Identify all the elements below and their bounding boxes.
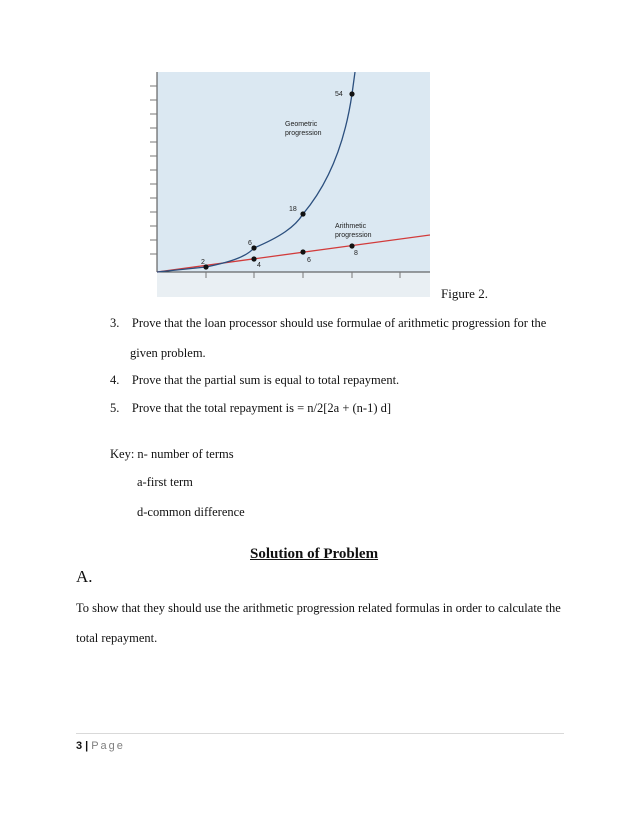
list-item-5 [110,401,391,416]
page-label: Page [91,740,125,752]
label-8: 8 [354,250,358,257]
list-item-number: 5. [110,401,120,415]
point-4 [251,256,256,261]
list-item-text: Prove that the total repayment is = n/2[2a + (n-1) d] [131,401,392,415]
list-item-number: 3. [110,316,120,330]
figure-bottom-band [157,272,430,297]
label-geometric-2: progression [285,130,322,137]
page-footer [76,740,125,752]
point-8 [349,243,354,248]
y-axis-ticks [150,86,157,254]
label-arithmetic-1: Arithmetic [335,223,367,230]
label-4: 4 [257,262,261,269]
key-common-difference: d-common difference [137,505,245,519]
section-a-label: A. [76,567,93,586]
footer-divider [76,733,564,734]
footer-separator: | [85,740,89,752]
label-geo-6: 6 [248,240,252,247]
list-item-3 [110,316,546,331]
label-18: 18 [289,206,297,213]
label-2: 2 [201,259,205,266]
list-item-text: Prove that the loan processor should use formulae of arithmetic progression for the [131,316,547,330]
list-item-text: Prove that the partial sum is equal to total repayment. [131,373,400,387]
list-item-number: 4. [110,373,120,387]
point-18 [300,211,305,216]
page-number: 3 [76,740,83,752]
solution-heading: Solution of Problem [250,546,379,562]
key-title: Key: n- number of terms [110,447,234,461]
point-geo-6 [251,245,256,250]
list-item-3-continuation: given problem. [130,346,206,360]
point-54 [349,91,354,96]
label-arithmetic-2: progression [335,232,372,239]
key-first-term: a-first term [137,475,193,489]
progression-figure [130,72,430,297]
point-ar-6 [300,249,305,254]
label-geometric-1: Geometric [285,121,318,128]
paragraph-line-1: To show that they should use the arithmetic progression related formulas in order to calculate the [76,601,561,615]
label-54: 54 [335,91,343,98]
figure-caption: Figure 2. [441,286,488,301]
label-ar-6: 6 [307,257,311,264]
paragraph-line-2: total repayment. [76,631,158,645]
figure-background [157,72,430,297]
list-item-4 [110,373,399,388]
